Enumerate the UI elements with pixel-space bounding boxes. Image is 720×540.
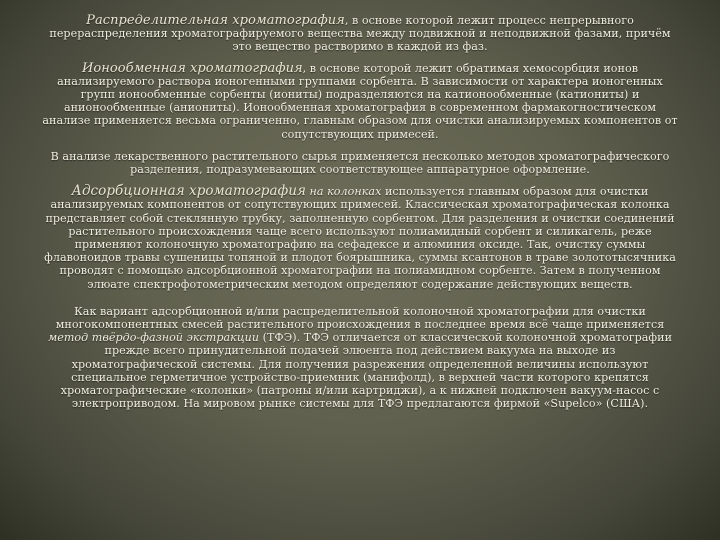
term-distribution-chromatography: Распределительная хроматография: [86, 13, 345, 28]
text-adsorption-chromatography: используется главным образом для очистки анализируемых компонентов от сопутствующих примесей. Классическая хроматографическая колонка представляет собой стеклянную трубку, заполненную сорбентом. Для разделения и очистки соединений растительного происхождения чаще всего используют полиамидный сорбент и силикагель, реже применяют колоночную хроматографию на сефадексе и алюминия оксиде. Так, очистку суммы флавоноидов травы сушеницы топяной и плодот боярышника, суммы ксантонов в траве золототысячника проводят с помощью адсорбционной хроматографии на полиамидном сорбенте. Затем в полученном элюате спектрофотометрическим методом определяют содержание действующих веществ.: [44, 185, 676, 291]
term-solid-phase-extraction: метод твёрдо-фазной экстракции: [47, 331, 260, 345]
term-adsorption-chromatography: Адсорбционная хроматография: [71, 183, 306, 200]
term-ion-exchange-chromatography: Ионообменная хроматография: [81, 60, 303, 76]
text-spe-after: (ТФЭ). ТФЭ отличается от классической колоночной хроматографии прежде всего принудительной подачей элюента под действием вакуума на выходе из хроматографической системы. Для получения разрежения определенной величины используют специальное герметичное устройство-приемник (манифолд), в верхней части которого крепятся хроматографические «колонки» (патроны и/или картриджи), а к нижней подключен вакуум-насос с электроприводом. На мировом рынке системы для ТФЭ предлагаются фирмой «Supelco» (США).: [60, 331, 673, 411]
text-on-columns: на колонках: [309, 185, 382, 199]
paragraph-ion-exchange-chromatography: [40, 62, 680, 141]
paragraph-adsorption-chromatography: [40, 185, 680, 291]
text-ion-exchange-chromatography: , в основе которой лежит обратимая хемосорбция ионов анализируемого раствора ионогенными группами сорбента. В зависимости от характера ионогенных групп ионообменные сорбенты (иониты) подразделяются на катионообменные (катиониты) и анионообменные (аниониты). Ионообменная хроматография в современном фармакогностическом анализе применяется весьма ограниченно, главным образом для очистки анализируемых компонентов от сопутствующих примесей.: [42, 61, 678, 141]
paragraph-methods-intro: В анализе лекарственного растительного сырья применяется несколько методов хроматографического разделения, подразумевающих соответствующее аппаратурное оформление.: [50, 149, 670, 177]
text-spe-before: Как вариант адсорбционной и/или распределительной колоночной хроматографии для очистки многокомпонентных смесей растительного происхождения в последнее время всё чаще применяется: [55, 304, 665, 332]
text-distribution-chromatography: , в основе которой лежит процесс непрерывного перераспределения хроматографируемого вещества между подвижной и неподвижной фазами, причём это вещество растворимо в каждой из фаз.: [49, 14, 671, 54]
paragraph-solid-phase-extraction: [40, 305, 680, 411]
paragraph-distribution-chromatography: [40, 14, 680, 54]
